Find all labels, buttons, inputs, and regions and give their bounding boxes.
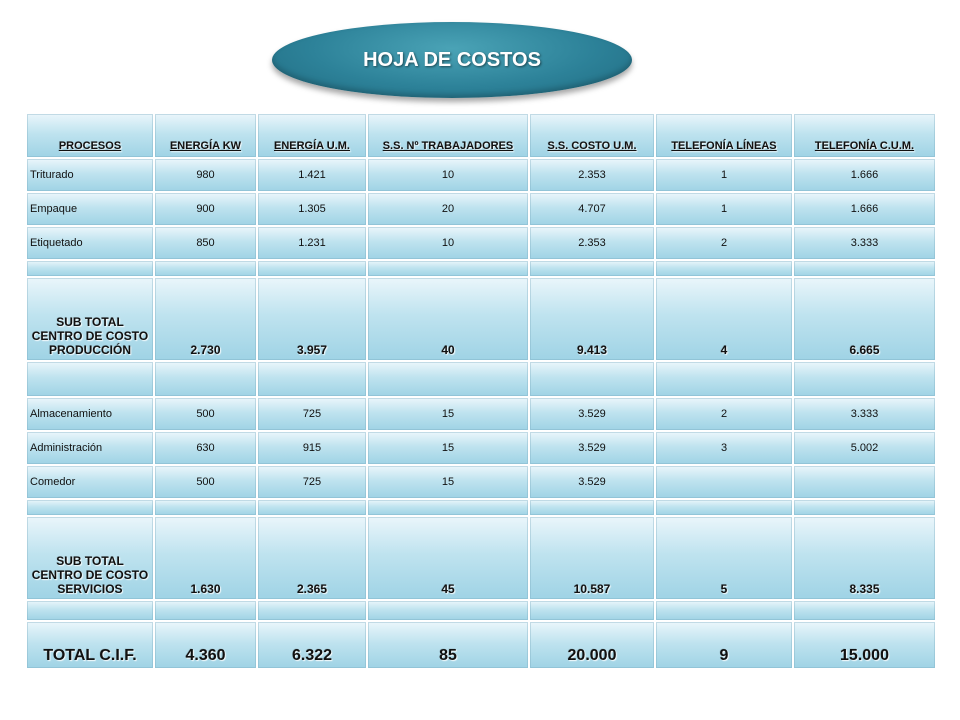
cell-energia-kw: 2.730 (154, 277, 257, 361)
cell-telefonia-lineas: 5 (655, 516, 793, 600)
header-telefonia-lineas: TELEFONÍA LÍNEAS (655, 113, 793, 158)
cell-ss-trabajadores: 40 (367, 277, 529, 361)
subtotal-row-servicios (26, 516, 936, 600)
cell-ss-trabajadores: 85 (367, 621, 529, 669)
cell-telefonia-cum: 3.333 (793, 226, 936, 260)
process-name: Comedor (26, 465, 154, 499)
cell-telefonia-lineas (655, 465, 793, 499)
cell-telefonia-cum: 8.335 (793, 516, 936, 600)
table-row (26, 431, 936, 465)
spacer-row (26, 600, 936, 621)
spacer-row (26, 260, 936, 277)
process-name: Administración (26, 431, 154, 465)
header-energia-kw: ENERGÍA KW (154, 113, 257, 158)
page-title: HOJA DE COSTOS (363, 48, 541, 71)
header-ss-costo-um: S.S. COSTO U.M. (529, 113, 655, 158)
cell-ss-trabajadores: 10 (367, 158, 529, 192)
cell-energia-kw: 500 (154, 397, 257, 431)
cell-ss-costo-um: 20.000 (529, 621, 655, 669)
cell-energia-um: 6.322 (257, 621, 367, 669)
process-name: Almacenamiento (26, 397, 154, 431)
process-name: Triturado (26, 158, 154, 192)
cell-ss-costo-um: 9.413 (529, 277, 655, 361)
cell-telefonia-cum: 15.000 (793, 621, 936, 669)
cell-telefonia-cum: 1.666 (793, 158, 936, 192)
cell-telefonia-cum: 3.333 (793, 397, 936, 431)
total-row (26, 621, 936, 669)
cell-energia-um: 725 (257, 465, 367, 499)
header-ss-trabajadores: S.S. Nº TRABAJADORES (367, 113, 529, 158)
table-row (26, 192, 936, 226)
cell-telefonia-lineas: 4 (655, 277, 793, 361)
spacer-row (26, 499, 936, 516)
cell-ss-costo-um: 4.707 (529, 192, 655, 226)
header-energia-um: ENERGÍA U.M. (257, 113, 367, 158)
cell-ss-costo-um: 3.529 (529, 465, 655, 499)
cell-ss-costo-um: 3.529 (529, 431, 655, 465)
subtotal-label: SUB TOTAL CENTRO DE COSTO PRODUCCIÓN (26, 277, 154, 361)
cell-energia-kw: 4.360 (154, 621, 257, 669)
process-name: Empaque (26, 192, 154, 226)
cell-energia-kw: 630 (154, 431, 257, 465)
cell-telefonia-cum: 1.666 (793, 192, 936, 226)
cell-ss-trabajadores: 20 (367, 192, 529, 226)
cell-energia-um: 915 (257, 431, 367, 465)
title-badge (272, 22, 632, 98)
cell-energia-kw: 1.630 (154, 516, 257, 600)
subtotal-label: SUB TOTAL CENTRO DE COSTO SERVICIOS (26, 516, 154, 600)
cell-telefonia-cum (793, 465, 936, 499)
cell-telefonia-lineas: 2 (655, 226, 793, 260)
cell-telefonia-lineas: 3 (655, 431, 793, 465)
cell-energia-kw: 500 (154, 465, 257, 499)
header-row (26, 113, 936, 158)
cell-telefonia-lineas: 1 (655, 192, 793, 226)
cell-telefonia-lineas: 9 (655, 621, 793, 669)
cell-telefonia-lineas: 1 (655, 158, 793, 192)
cell-energia-um: 2.365 (257, 516, 367, 600)
cell-energia-um: 1.231 (257, 226, 367, 260)
cell-ss-costo-um: 10.587 (529, 516, 655, 600)
cell-telefonia-cum: 5.002 (793, 431, 936, 465)
cell-energia-kw: 900 (154, 192, 257, 226)
total-label: TOTAL C.I.F. (26, 621, 154, 669)
table-row (26, 158, 936, 192)
cell-ss-costo-um: 2.353 (529, 158, 655, 192)
cell-ss-trabajadores: 15 (367, 431, 529, 465)
cell-energia-um: 1.305 (257, 192, 367, 226)
cell-telefonia-cum: 6.665 (793, 277, 936, 361)
process-name: Etiquetado (26, 226, 154, 260)
cell-ss-trabajadores: 15 (367, 465, 529, 499)
cell-energia-kw: 850 (154, 226, 257, 260)
cell-ss-trabajadores: 10 (367, 226, 529, 260)
header-telefonia-cum: TELEFONÍA C.U.M. (793, 113, 936, 158)
cell-energia-um: 3.957 (257, 277, 367, 361)
table-row (26, 226, 936, 260)
cell-ss-trabajadores: 15 (367, 397, 529, 431)
table-row (26, 465, 936, 499)
cell-ss-costo-um: 3.529 (529, 397, 655, 431)
cell-energia-um: 725 (257, 397, 367, 431)
cell-energia-kw: 980 (154, 158, 257, 192)
cost-table (26, 113, 936, 669)
cell-energia-um: 1.421 (257, 158, 367, 192)
cell-ss-costo-um: 2.353 (529, 226, 655, 260)
spacer-row (26, 361, 936, 397)
cell-telefonia-lineas: 2 (655, 397, 793, 431)
subtotal-row-produccion (26, 277, 936, 361)
table-row (26, 397, 936, 431)
header-procesos: PROCESOS (26, 113, 154, 158)
cell-ss-trabajadores: 45 (367, 516, 529, 600)
